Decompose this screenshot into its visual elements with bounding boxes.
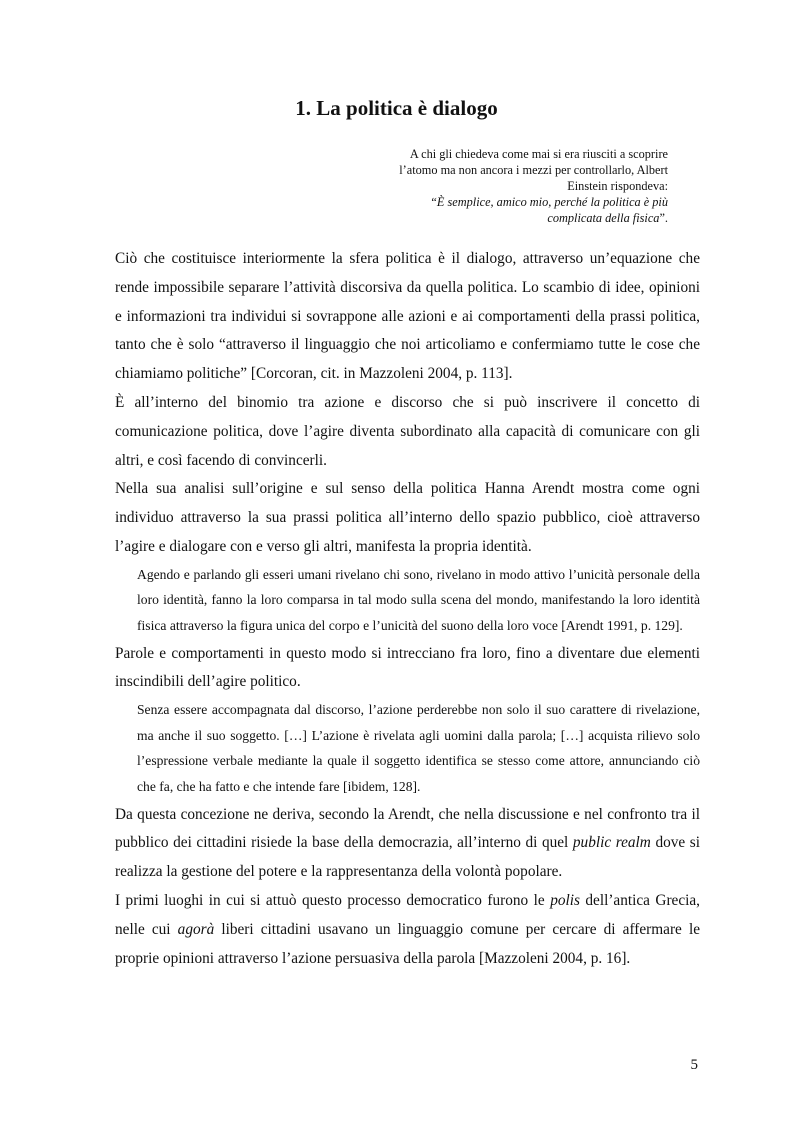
block-quote-2: Senza essere accompagnata dal discorso, l’azione perderebbe non solo il suo carattere di rivelazione, ma anche il suo soggetto. […] L’azione è rivelata agli uomini dalla parola; […] acquista rilievo solo l’espressione verbale mediante la quale il soggetto identifica se stesso come attore, annunciando ciò che fa, che ha fatto e che intende fare [ibidem, 128]. [137, 702, 700, 794]
epigraph-closing: ”. [659, 211, 668, 226]
body-text [115, 245, 700, 973]
chapter-title: 1. La politica è dialogo [295, 96, 498, 120]
paragraph-5-emphasis: public realm [572, 834, 651, 852]
paragraph-6-text-c: liberi cittadini usavano un linguaggio comune per cercare di affermare le proprie opinioni attraverso l’azione persuasiva della parola [Mazzoleni 2004, p. 16]. [115, 920, 700, 967]
paragraph-3: Nella sua analisi sull’origine e sul senso della politica Hanna Arendt mostra come ogni individuo attraverso la sua prassi politica all’interno dello spazio pubblico, cioè attraverso l’agire e dialogare con e verso gli altri, manifesta la propria identità. [115, 480, 700, 555]
paragraph-2: È all’interno del binomio tra azione e discorso che si può inscrivere il concetto di comunicazione politica, dove l’agire diventa subordinato alla capacità di comunicare con gli altri, e così facendo di convincerli. [115, 393, 700, 469]
page-number: 5 [690, 1057, 698, 1073]
paragraph-6-text-a: I primi luoghi in cui si attuò questo processo democratico furono le [115, 891, 551, 909]
epigraph-lead: A chi gli chiedeva come mai si era riusciti a scoprire l’atomo ma non ancora i mezzi per controllarlo, Albert Einstein rispondeva: [399, 147, 668, 194]
paragraph-5-text-b: dove si realizza la gestione del potere e la rappresentanza della volontà popolare. [115, 834, 700, 881]
paragraph-6-emphasis-2: agorà [177, 920, 215, 938]
epigraph-quote: “È semplice, amico mio, perché la politica è più complicata della fisica [430, 195, 668, 226]
paragraph-5 [115, 801, 700, 887]
paragraph-6 [115, 887, 700, 973]
paragraph-1: Ciò che costituisce interiormente la sfera politica è il dialogo, attraverso un’equazione che rende impossibile separare l’attività discorsiva da quella politica. Lo scambio di idee, opinioni e informazioni tra individui si sovrappone alle azioni e ai comportamenti della prassi politica, tanto che è solo “attraverso il linguaggio che noi articoliamo e confermiamo tutte le cose che chiamiamo politiche” [Corcoran, cit. in Mazzoleni 2004, p. 113]. [115, 250, 700, 383]
paragraph-5-text-a: Da questa concezione ne deriva, secondo la Arendt, che nella discussione e nel confronto tra il pubblico dei cittadini risiede la base della democrazia, all’interno di quel [115, 805, 700, 852]
paragraph-4: Parole e comportamenti in questo modo si intrecciano fra loro, fino a diventare due elementi inscindibili dell’agire politico. [115, 644, 700, 691]
epigraph [388, 146, 668, 226]
block-quote-1: Agendo e parlando gli esseri umani rivelano chi sono, rivelano in modo attivo l’unicità personale della loro identità, fanno la loro comparsa in tal modo sulla scena del mondo, manifestando la loro identità fisica attraverso la figura unica del corpo e l’unicità del suono della loro voce [Arendt 1991, p. 129]. [137, 566, 700, 633]
paragraph-6-text-b: dell’antica Grecia, nelle cui [115, 891, 701, 938]
paragraph-6-emphasis-1: polis [550, 891, 580, 909]
